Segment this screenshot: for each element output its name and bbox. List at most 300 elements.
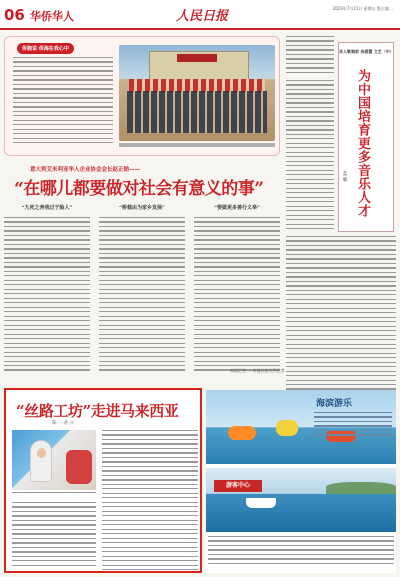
text-line [102,434,198,435]
text-line [13,138,113,139]
sea-caption [208,536,394,570]
text-line [194,361,280,362]
text-line [286,152,334,153]
text-line [194,239,280,240]
text-line [194,262,280,263]
text-line [194,293,280,294]
page-number: 06 [4,6,25,24]
text-line [99,325,185,326]
text-line [102,524,198,525]
text-line [99,262,185,263]
text-line [194,316,280,317]
feature-box [4,36,280,156]
text-line [12,529,96,530]
sea-sign: 游客中心 [214,480,262,492]
text-line [102,457,198,458]
text-line [194,266,280,267]
text-line [286,183,334,184]
text-line [286,143,334,144]
text-line [102,470,198,471]
text-line [194,352,280,353]
text-line [12,538,96,539]
text-line [286,125,334,126]
text-line [208,536,394,537]
group-photo [119,45,275,141]
text-line [208,554,394,555]
text-line [99,221,185,222]
text-line [4,365,90,366]
float-ring [228,426,256,440]
text-line [12,547,96,548]
text-line [99,244,185,245]
text-line [286,36,334,37]
text-line [314,421,392,422]
text-line [4,217,90,218]
text-line [286,215,334,216]
text-line [194,298,280,299]
text-line [286,312,396,313]
text-line [102,529,198,530]
text-line [194,307,280,308]
column-author: 蓝 璐 [342,171,347,182]
text-line [99,343,185,344]
text-line [99,248,185,249]
text-line [286,240,396,241]
text-line [13,61,113,62]
text-line [102,520,198,521]
text-line [13,129,113,130]
text-line [194,230,280,231]
text-line [4,235,90,236]
article-kicker: 意大利艾米利亚华人企业协会会长赵正勋—— [30,167,141,173]
text-line [12,565,96,566]
text-line [99,275,185,276]
text-line [102,506,198,507]
highlighted-article-title: “丝路工坊”走进马来西亚 [16,402,179,420]
text-line [99,235,185,236]
person-figure [30,440,52,482]
text-line [314,412,392,413]
text-line [286,174,334,175]
section-title: 华侨华人 [30,10,74,23]
text-line [194,338,280,339]
text-line [99,329,185,330]
text-line [13,106,113,107]
text-line [286,192,334,193]
text-line [314,416,392,417]
text-line [194,257,280,258]
text-line [13,84,113,85]
column-box-kicker: 华人歌唱家 吴碧霞 文艺（中） [339,49,394,54]
text-line [99,266,185,267]
text-line [286,281,396,282]
text-line [12,520,96,521]
text-line [208,545,394,546]
text-line [102,484,198,485]
text-line [13,133,113,134]
text-line [194,343,280,344]
text-line [13,75,113,76]
text-line [286,384,396,385]
column-subhead: “桥载由为家乡发展” [119,205,165,211]
text-line [194,253,280,254]
page-header [0,0,400,30]
text-line [286,308,396,309]
sea-photo-top [206,390,396,464]
text-line [99,311,185,312]
text-line [4,239,90,240]
text-line [4,221,90,222]
text-line [12,502,96,503]
text-line [102,443,198,444]
text-line [286,45,334,46]
text-line [286,120,334,121]
text-line [4,244,90,245]
text-line [102,502,198,503]
photo-caption [119,143,275,147]
text-line [102,479,198,480]
text-line [99,271,185,272]
text-line [4,334,90,335]
text-line [194,226,280,227]
text-line [286,201,334,202]
text-line [99,230,185,231]
feature-text-block [13,57,113,151]
text-line [4,284,90,285]
text-line [194,356,280,357]
text-line [102,560,198,561]
text-line [13,111,113,112]
text-line [286,357,396,358]
text-line [286,84,334,85]
text-line [194,221,280,222]
text-line [102,430,198,431]
text-line [99,352,185,353]
text-line [286,285,396,286]
text-line [194,217,280,218]
text-line [194,311,280,312]
column-title-box [338,42,394,232]
text-line [286,49,334,50]
sea-feature-blurb [314,412,392,439]
text-line [12,511,96,512]
text-line [286,245,396,246]
text-line [99,334,185,335]
text-line [13,97,113,98]
text-line [99,217,185,218]
text-line [286,335,396,336]
text-line [102,565,198,566]
text-line [194,325,280,326]
text-line [4,289,90,290]
text-line [286,339,396,340]
school-sign [177,54,217,62]
text-line [102,488,198,489]
text-line [102,569,198,570]
text-line [286,54,334,55]
column-subhead: “要做更多善行义举” [214,205,260,211]
text-line [4,329,90,330]
highlighted-article[interactable] [4,388,202,573]
text-line [99,239,185,240]
text-line [4,369,90,370]
text-line [286,228,334,229]
text-line [194,275,280,276]
text-line [286,188,334,189]
text-line [99,347,185,348]
text-line [286,366,396,367]
text-line [286,263,396,264]
text-line [286,40,334,41]
text-line [99,284,185,285]
text-line [102,533,198,534]
float-ring [276,420,298,436]
text-line [286,290,396,291]
text-line [13,88,113,89]
text-line [99,316,185,317]
article-column-2 [99,204,185,372]
article-text-right [102,430,198,570]
text-line [99,307,185,308]
text-line [13,70,113,71]
text-line [4,311,90,312]
text-line [286,58,334,59]
text-line [194,284,280,285]
text-line [4,253,90,254]
text-line [4,343,90,344]
text-line [12,506,96,507]
text-line [4,320,90,321]
text-line [99,293,185,294]
article-column-3 [194,204,280,372]
text-line [102,493,198,494]
text-line [102,439,198,440]
text-line [4,275,90,276]
text-line [286,224,334,225]
text-line [286,294,396,295]
text-line [102,461,198,462]
text-line [286,375,396,376]
text-line [99,365,185,366]
article-photo [12,430,96,490]
text-line [286,63,334,64]
text-line [286,197,334,198]
text-line [13,115,113,116]
text-line [286,102,334,103]
text-line [286,67,334,68]
column-subhead: “九死之奔我过于险人” [21,205,73,211]
text-line [4,325,90,326]
text-line [4,271,90,272]
text-line [4,356,90,357]
right-text-a [286,80,334,230]
article-text-left [12,502,96,568]
text-line [208,540,394,541]
text-line [4,257,90,258]
text-line [99,289,185,290]
text-line [102,452,198,453]
text-line [102,511,198,512]
text-line [12,556,96,557]
text-line [194,365,280,366]
text-line [314,430,392,431]
text-line [99,356,185,357]
text-line [286,272,396,273]
text-line [102,497,198,498]
text-line [286,165,334,166]
text-line [13,79,113,80]
text-line [194,347,280,348]
text-line [286,93,334,94]
text-line [12,524,96,525]
text-line [4,266,90,267]
text-line [286,303,396,304]
text-line [286,89,334,90]
text-line [12,515,96,516]
text-line [4,307,90,308]
text-line [99,226,185,227]
text-line [286,72,334,73]
text-line [99,302,185,303]
text-line [99,361,185,362]
text-line [286,326,396,327]
text-line [286,206,334,207]
right-column [286,36,396,446]
text-line [286,258,396,259]
text-line [286,107,334,108]
text-line [286,210,334,211]
text-line [4,226,90,227]
text-line [208,558,394,559]
text-line [4,262,90,263]
text-line [194,235,280,236]
text-line [102,448,198,449]
masthead-logo: 人民日报 [176,9,229,24]
text-line [194,244,280,245]
sea-feature-title: 海滨游乐 [316,399,353,409]
text-line [12,533,96,534]
text-line [4,361,90,362]
text-line [13,142,113,143]
article-column-1 [4,204,90,372]
highlighted-article-author: 陈 一 孙 亓 [52,421,75,426]
text-line [286,111,334,112]
text-line [4,248,90,249]
article-byline: 本报记者 … 本报驻意大利记者 [230,368,285,373]
right-top-text [286,36,334,76]
person-face [37,448,46,458]
text-line [286,134,334,135]
text-line [4,293,90,294]
text-line [99,280,185,281]
text-line [194,320,280,321]
text-line [13,66,113,67]
text-line [286,161,334,162]
text-line [286,362,396,363]
text-line [12,492,96,493]
text-line [12,560,96,561]
text-line [4,316,90,317]
text-line [286,249,396,250]
text-line [286,371,396,372]
text-line [99,369,185,370]
text-line [99,320,185,321]
text-line [99,298,185,299]
text-line [102,556,198,557]
text-line [102,475,198,476]
text-line [4,298,90,299]
text-line [194,271,280,272]
text-line [13,57,113,58]
island-hill [326,482,396,494]
text-line [102,542,198,543]
text-line [99,257,185,258]
article-body [4,204,280,372]
text-line [194,289,280,290]
photo-caption [12,492,96,498]
text-line [4,338,90,339]
text-line [4,352,90,353]
text-line [286,138,334,139]
text-line [286,299,396,300]
text-line [13,120,113,121]
text-line [286,348,396,349]
text-line [286,98,334,99]
column-title: 为中国培育更多音乐人才 [355,69,370,218]
text-line [286,276,396,277]
text-line [286,80,334,81]
text-line [286,353,396,354]
text-line [194,329,280,330]
boat [246,498,276,508]
text-line [13,124,113,125]
text-line [208,549,394,550]
text-line [314,434,392,435]
text-line [13,93,113,94]
text-line [286,317,396,318]
text-line [286,147,334,148]
seaside-photo-feature [206,390,396,573]
text-line [194,280,280,281]
text-line [194,248,280,249]
text-line [12,542,96,543]
header-meta: 2023年7月21日 星期五 版主编 ... [332,6,394,11]
text-line [314,425,392,426]
text-line [4,302,90,303]
text-line [102,515,198,516]
text-line [194,302,280,303]
text-line [286,254,396,255]
people-front-row [127,91,267,133]
text-line [102,538,198,539]
text-line [12,551,96,552]
text-line [286,170,334,171]
person-figure-red [66,450,92,484]
text-line [286,129,334,130]
text-line [286,267,396,268]
text-line [102,547,198,548]
text-line [286,236,396,237]
text-line [286,156,334,157]
text-line [286,344,396,345]
text-line [102,466,198,467]
article-headline: “在哪儿都要做对社会有意义的事” [14,179,264,199]
text-line [286,219,334,220]
text-line [286,380,396,381]
text-line [4,230,90,231]
text-line [4,347,90,348]
text-line [99,253,185,254]
